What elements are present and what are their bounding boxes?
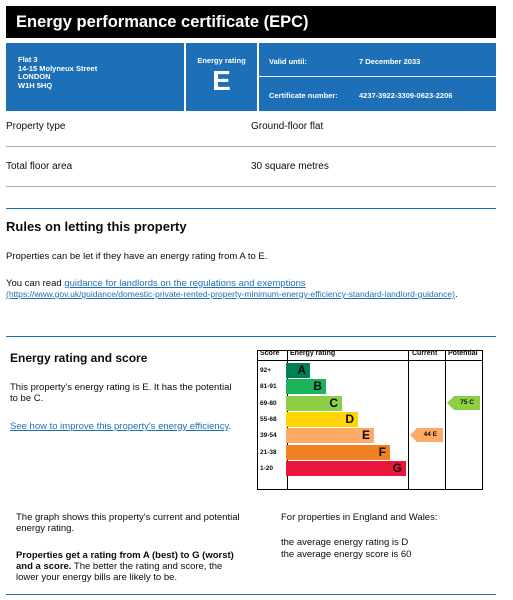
- band-score-label: 21-38: [260, 448, 277, 456]
- potential-column-header: Potential: [448, 350, 478, 357]
- rating-column-header: Energy rating: [290, 350, 336, 357]
- rating-explanation: [16, 550, 244, 583]
- address-panel: [6, 43, 184, 111]
- band-score-label: 92+: [260, 367, 272, 374]
- score-column-header: Score: [260, 350, 280, 357]
- band-letter: A: [297, 363, 306, 377]
- graph-column-divider: [408, 350, 409, 490]
- band-letter: B: [313, 379, 322, 394]
- improve-paragraph: [10, 421, 235, 432]
- energy-rating-panel: [186, 43, 257, 111]
- address-line: W1H 5HQ: [18, 81, 53, 91]
- band-score-label: 39-54: [260, 432, 277, 440]
- guidance-prefix: You can read: [6, 278, 65, 289]
- divider: [6, 186, 496, 187]
- current-rating-arrow-label: 44 E: [423, 431, 437, 439]
- divider: [6, 146, 496, 147]
- certificate-number-row: [259, 77, 496, 111]
- floor-area-value: 30 square metres: [251, 161, 329, 172]
- band-bar-c: [286, 396, 342, 411]
- band-bar-g: [286, 461, 406, 476]
- current-rating-arrow: [410, 428, 443, 442]
- rating-explanation-bold: Properties get a rating from A (best) to G (worst) and a score.: [16, 550, 234, 572]
- average-score-text: the average energy score is 60: [281, 549, 412, 560]
- address-line: LONDON: [18, 72, 51, 82]
- graph-column-divider: [445, 350, 446, 490]
- band-score-label: 55-68: [260, 415, 277, 423]
- band-bar-e: [286, 428, 374, 443]
- guidance-url-link[interactable]: (https://www.gov.uk/guidance/domestic-private-rented-property-minimum-energy-efficiency-standard-landlord-guidance): [6, 289, 455, 299]
- band-bar-b: [286, 379, 326, 394]
- section-divider: [6, 336, 496, 337]
- energy-rating-graph: [257, 350, 483, 490]
- certificate-info-panel: [259, 43, 496, 111]
- england-wales-label: For properties in England and Wales:: [281, 512, 438, 523]
- valid-until-value: 7 December 2033: [359, 57, 421, 66]
- band-score-label: 69-80: [260, 399, 277, 407]
- guidance-link[interactable]: guidance for landlords on the regulations and exemptions: [64, 278, 306, 289]
- energy-rating-label: Energy rating: [197, 56, 246, 65]
- band-score-label: 1-20: [260, 464, 274, 472]
- valid-until-label: Valid until:: [269, 57, 307, 66]
- potential-rating-arrow-label: 75 C: [460, 398, 474, 406]
- band-letter: C: [329, 395, 338, 410]
- band-letter: D: [345, 411, 354, 426]
- band-bar-f: [286, 445, 390, 460]
- improve-efficiency-link[interactable]: See how to improve this property's energy efficiency: [10, 421, 229, 432]
- address-line: Flat 3: [18, 55, 38, 64]
- rating-paragraph: This property's energy rating is E. It has the potential to be C.: [10, 382, 232, 404]
- address-line: 14-15 Molyneux Street: [18, 63, 98, 73]
- floor-area-label: Total floor area: [6, 161, 73, 172]
- band-score-label: 81-91: [260, 383, 277, 391]
- potential-rating-arrow: [447, 396, 480, 410]
- current-column-header: Current: [412, 350, 438, 357]
- band-letter: F: [378, 444, 386, 459]
- band-bar-a: [286, 363, 310, 378]
- guidance-suffix: .: [454, 289, 458, 300]
- energy-rating-letter: E: [212, 65, 231, 96]
- rating-explanation-rest: The better the rating and score, the lower your energy bills are likely to be.: [16, 561, 223, 583]
- band-letter: G: [392, 460, 402, 475]
- section-divider: [6, 594, 496, 595]
- average-rating-text: the average energy rating is D: [281, 537, 409, 548]
- improve-suffix: .: [228, 421, 232, 432]
- guidance-paragraph: [6, 278, 476, 300]
- band-bar-d: [286, 412, 358, 427]
- property-type-value: Ground-floor flat: [251, 121, 324, 132]
- section-divider: [6, 208, 496, 209]
- letting-paragraph: Properties can be let if they have an energy rating from A to E.: [6, 251, 268, 262]
- band-letter: E: [361, 428, 370, 443]
- property-type-label: Property type: [6, 121, 66, 132]
- certificate-number-label: Certificate number:: [269, 91, 338, 100]
- page-title: Energy performance certificate (EPC): [6, 6, 496, 38]
- rating-section-heading: Energy rating and score: [10, 351, 148, 365]
- graph-note: The graph shows this property's current and potential energy rating.: [16, 512, 240, 534]
- certificate-number-value: 4237-3922-3309-0623-2206: [359, 91, 453, 100]
- valid-until-row: [259, 43, 496, 77]
- letting-heading: Rules on letting this property: [6, 219, 187, 234]
